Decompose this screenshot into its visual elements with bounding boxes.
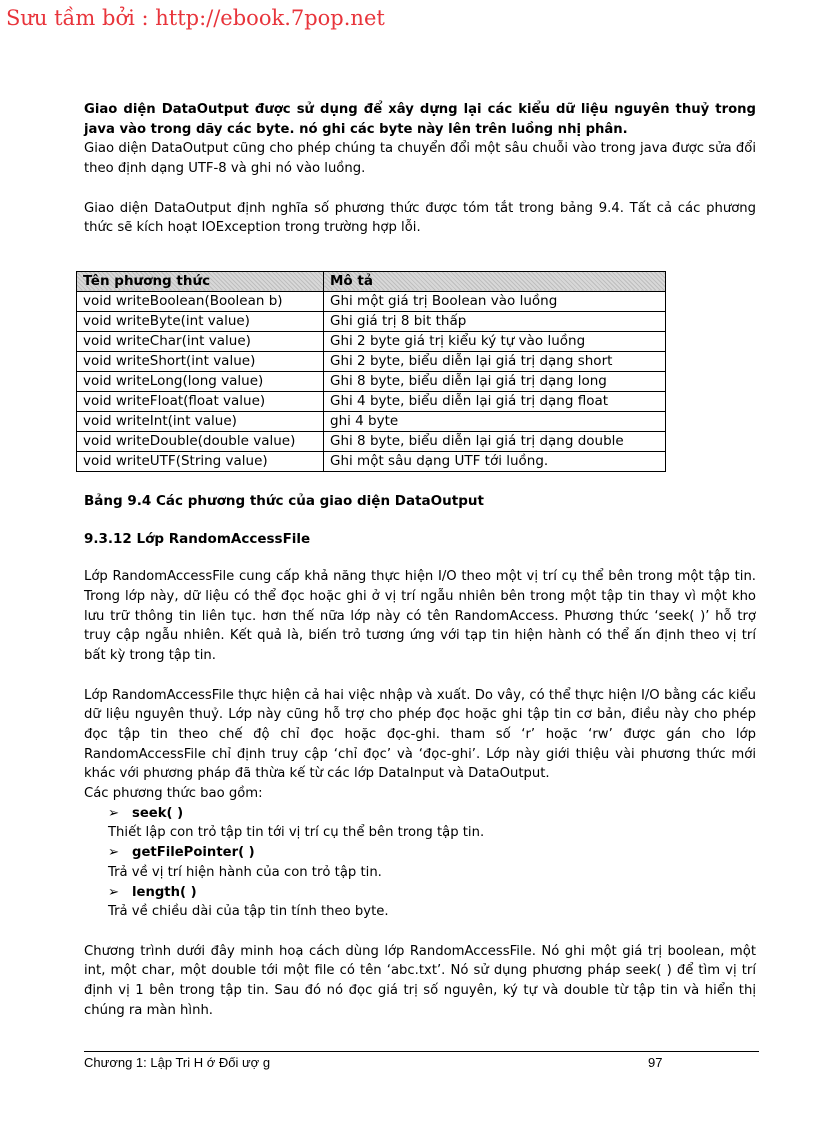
method-desc: Ghi 2 byte, biểu diễn lại giá trị dạng short [324, 351, 666, 371]
page-content [84, 100, 756, 1020]
list-item [84, 804, 756, 824]
method-title: getFilePointer( ) [132, 845, 255, 861]
table-row [77, 371, 666, 391]
method-title: length( ) [132, 884, 197, 900]
list-item [84, 843, 756, 863]
method-desc: Ghi một giá trị Boolean vào luồng [324, 291, 666, 311]
method-desc: Ghi 2 byte giá trị kiểu ký tự vào luồng [324, 331, 666, 351]
method-name: void writeFloat(float value) [77, 391, 324, 411]
method-name: void writeByte(int value) [77, 311, 324, 331]
method-name: void writeShort(int value) [77, 351, 324, 371]
footer-divider [84, 1051, 759, 1052]
method-desc: Ghi 8 byte, biểu diễn lại giá trị dạng long [324, 371, 666, 391]
table-row [77, 431, 666, 451]
method-desc: Ghi 4 byte, biểu diễn lại giá trị dạng float [324, 391, 666, 411]
intro-paragraph-2: Giao diện DataOutput định nghĩa số phương thức được tóm tắt trong bảng 9.4. Tất cả các phương thức sẽ kích hoạt IOException trong trường hợp lỗi. [84, 200, 756, 236]
method-description: Trả về chiều dài của tập tin tính theo byte. [108, 904, 389, 920]
section-paragraph-2: Lớp RandomAccessFile thực hiện cả hai việc nhập và xuất. Do vây, có thể thực hiện I/O bằng các kiểu dữ liệu nguyên thuỷ. Lớp này cũng hỗ trợ cho phép đọc hoặc ghi tập tin cơ bản, điều này cho phép đọc tập tin theo chế độ chỉ đọc hoặc đọc-ghi. tham số ‘r’ hoặc ‘rw’ được gán cho lớp RandomAccessFile chỉ định truy cập ‘chỉ đọc’ và ‘đọc-ghi’. Lớp này giới thiệu vài phương thức mới khác với phương pháp đã thừa kế từ các lớp DataInput và DataOutput. [84, 687, 756, 782]
method-name: void writeLong(long value) [77, 371, 324, 391]
list-item [84, 883, 756, 903]
method-desc: ghi 4 byte [324, 411, 666, 431]
table-row [77, 311, 666, 331]
section-paragraph-3: Chương trình dưới đây minh hoạ cách dùng lớp RandomAccessFile. Nó ghi một giá trị boolean, một int, một char, một double tới một file có tên ‘abc.txt’. Nó sử dụng phương pháp seek( ) để tìm vị trí định vị 1 bên trong tập tin. Sau đó nó đọc giá trị số nguyên, ký tự và double từ tập tin và hiển thị chúng ra màn hình. [84, 943, 756, 1018]
table-header-row [77, 271, 666, 291]
method-title: seek( ) [132, 805, 184, 821]
method-desc: Ghi giá trị 8 bit thấp [324, 311, 666, 331]
table-row [77, 351, 666, 371]
table-row [77, 291, 666, 311]
table-row [77, 411, 666, 431]
arrow-bullet-icon: ➢ [108, 884, 120, 900]
intro-paragraph-1: Giao diện DataOutput cũng cho phép chúng ta chuyển đổi một sâu chuỗi vào trong java được sửa đổi theo định dạng UTF-8 và ghi nó vào luồng. [84, 141, 756, 177]
arrow-bullet-icon: ➢ [108, 805, 120, 821]
page-number: 97 [648, 1055, 663, 1070]
arrow-bullet-icon: ➢ [108, 845, 120, 861]
methods-intro: Các phương thức bao gồm: [84, 786, 263, 802]
method-desc: Ghi một sâu dạng UTF tới luồng. [324, 451, 666, 471]
table-row [77, 331, 666, 351]
method-description: Trả về vị trí hiện hành của con trỏ tập tin. [108, 864, 382, 880]
method-description: Thiết lập con trỏ tập tin tới vị trí cụ thể bên trong tập tin. [108, 825, 485, 841]
section-paragraph-1: Lớp RandomAccessFile cung cấp khả năng thực hiện I/O theo một vị trí cụ thể bên trong một tập tin. Trong lớp này, dữ liệu có thể đọc hoặc ghi ở vị trí ngẫu nhiên bên trong một tập tin thay vì một kho lưu trữ thông tin liên tục. hơn thế nữa lớp này có tên RandomAccess. Phương thức ‘seek( )’ hỗ trợ truy cập ngẫu nhiên. Kết quả là, biến trỏ tương ứng với tạp tin hiện hành có thể ấn định theo vị trí bất kỳ trong tập tin. [84, 569, 756, 664]
footer-chapter: Chương 1: Lập Tri H ớ Đối ượ g [84, 1055, 271, 1070]
methods-table [76, 271, 666, 472]
method-name: void writeDouble(double value) [77, 431, 324, 451]
table-row [77, 391, 666, 411]
watermark: Sưu tầm bởi : http://ebook.7pop.net [6, 6, 385, 30]
table-header: Tên phương thức [77, 271, 324, 291]
method-name: void writeBoolean(Boolean b) [77, 291, 324, 311]
method-name: void writeChar(int value) [77, 331, 324, 351]
intro-bold: Giao diện DataOutput được sử dụng để xây dựng lại các kiểu dữ liệu nguyên thuỷ trong java vào trong dãy các byte. nó ghi các byte này lên trên luồng nhị phân. [84, 102, 756, 137]
table-row [77, 451, 666, 471]
table-header: Mô tả [324, 271, 666, 291]
method-name: void writeUTF(String value) [77, 451, 324, 471]
table-caption: Bảng 9.4 Các phương thức của giao diện DataOutput [84, 492, 484, 509]
method-name: void writeInt(int value) [77, 411, 324, 431]
section-heading: 9.3.12 Lớp RandomAccessFile [84, 530, 311, 547]
method-desc: Ghi 8 byte, biểu diễn lại giá trị dạng double [324, 431, 666, 451]
